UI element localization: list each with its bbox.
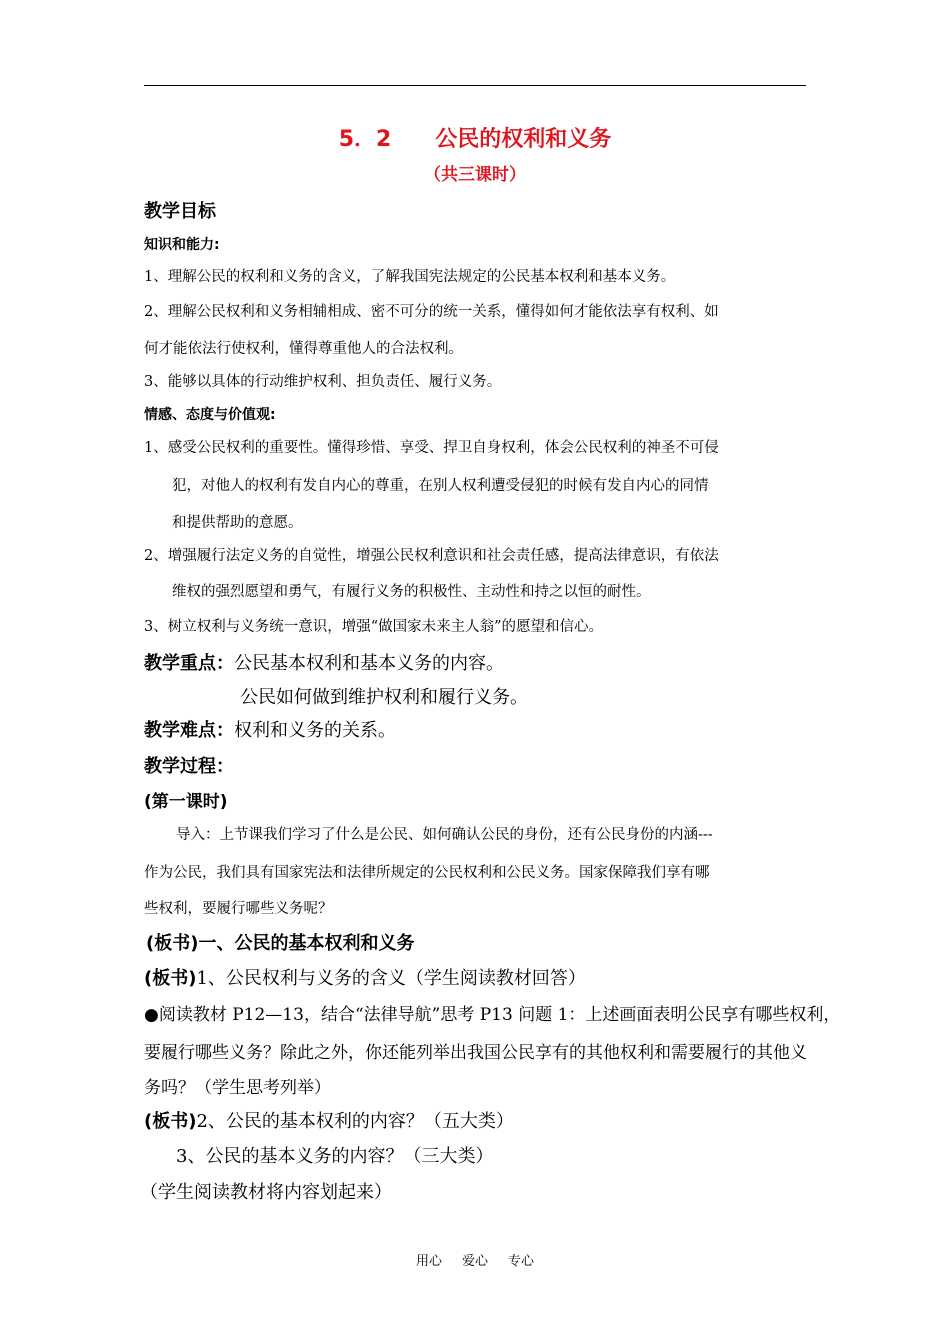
- page-footer: [0, 1250, 950, 1269]
- emotion-line: 维权的强烈愿望和勇气，有履行义务的积极性、主动性和持之以恒的耐性。: [172, 584, 651, 600]
- goals-heading: 教学目标: [144, 201, 216, 222]
- board-heading-1: [146, 929, 414, 955]
- key-points-label: 教学重点：: [144, 653, 234, 674]
- knowledge-line: 何才能依法行使权利，懂得尊重他人的合法权利。: [144, 341, 463, 357]
- emotion-line: 和提供帮助的意愿。: [172, 515, 303, 531]
- reading-line: ●阅读教材 P12—13，结合“法律导航”思考 P13 问题 1：上述画面表明公民享有哪些权利，: [144, 1005, 841, 1025]
- key-point: 公民如何做到维护权利和履行义务。: [240, 687, 528, 708]
- board-label: (板书): [144, 1111, 197, 1132]
- difficulty-label: 教学难点：: [144, 720, 234, 741]
- knowledge-line: 1、理解公民的权利和义务的含义，了解我国宪法规定的公民基本权利和基本义务。: [144, 269, 676, 285]
- knowledge-line: 3、能够以具体的行动维护权利、担负责任、履行义务。: [144, 374, 502, 390]
- page-title: 5．2 公民的权利和义务: [338, 127, 612, 152]
- board-item-3: 3、公民的基本义务的内容？（三大类）: [176, 1146, 494, 1167]
- emotion-line: 犯，对他人的权利有发自内心的尊重，在别人权利遭受侵犯的时候有发自内心的同情: [172, 478, 709, 494]
- emotion-heading: 情感、态度与价值观:: [144, 407, 276, 423]
- knowledge-line: 2、理解公民权利和义务相辅相成、密不可分的统一关系，懂得如何才能依法享有权利、如: [144, 304, 719, 320]
- board-heading-3: [144, 1107, 514, 1133]
- board-heading-2: [144, 964, 586, 990]
- header-rule: [144, 85, 806, 86]
- process-heading: 教学过程：: [144, 756, 234, 777]
- board-text: 一、公民的基本权利和义务: [198, 933, 415, 954]
- intro-line: 导入：上节课我们学习了什么是公民、如何确认公民的身份，还有公民身份的内涵---: [176, 827, 713, 843]
- knowledge-heading: 知识和能力:: [144, 237, 220, 253]
- lesson-label: (第一课时): [144, 792, 228, 812]
- emotion-line: 1、感受公民权利的重要性。懂得珍惜、享受、捍卫自身权利，体会公民权利的神圣不可侵: [144, 440, 719, 456]
- footer-word: 爱心: [461, 1254, 488, 1269]
- reading-line: 务吗？（学生思考列举）: [144, 1078, 331, 1098]
- intro-line: 作为公民，我们具有国家宪法和法律所规定的公民权利和公民义务。国家保障我们享有哪: [144, 865, 710, 881]
- footer-word: 用心: [415, 1254, 442, 1269]
- board-text: 2、公民的基本权利的内容？（五大类）: [196, 1111, 514, 1132]
- board-label: (板书): [146, 933, 199, 954]
- emotion-line: 3、树立权利与义务统一意识，增强“做国家未来主人翁”的愿望和信心。: [144, 619, 604, 635]
- key-point: 公民基本权利和基本义务的内容。: [234, 653, 504, 674]
- difficulty-text: 权利和义务的关系。: [234, 720, 396, 741]
- page-subtitle: （共三课时）: [424, 165, 526, 185]
- board-label: (板书): [144, 968, 197, 989]
- student-note: （学生阅读教材将内容划起来）: [140, 1182, 392, 1203]
- difficulty-row: [144, 716, 396, 742]
- key-points-row: [144, 649, 504, 675]
- emotion-line: 2、增强履行法定义务的自觉性，增强公民权利意识和社会责任感，提高法律意识，有依法: [144, 548, 719, 564]
- intro-line: 些权利，要履行哪些义务呢？: [144, 901, 333, 917]
- reading-line: 要履行哪些义务？除此之外，你还能列举出我国公民享有的其他权利和需要履行的其他义: [144, 1043, 807, 1063]
- footer-word: 专心: [508, 1254, 535, 1269]
- board-text: 1、公民权利与义务的含义（学生阅读教材回答）: [196, 968, 586, 989]
